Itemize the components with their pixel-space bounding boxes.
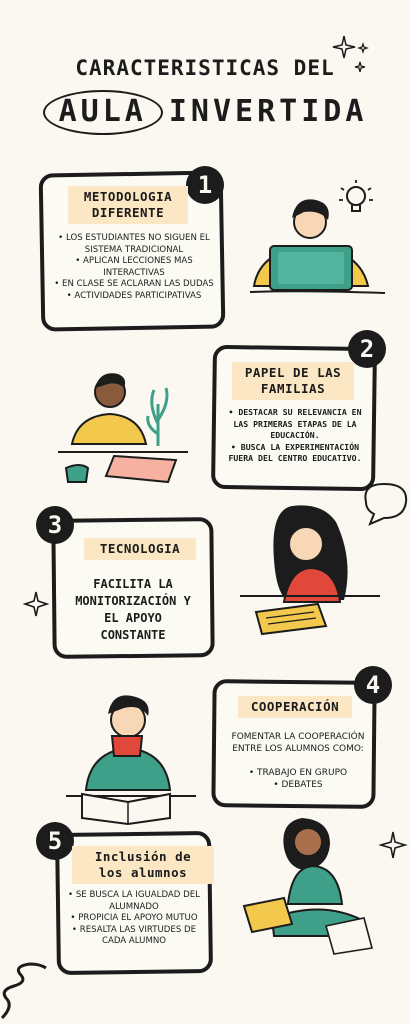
title-circled-word: AULA	[43, 90, 163, 135]
section-2-number: 2	[348, 330, 386, 368]
list-item: • APLICAN LECCIONES MAS INTERACTIVAS	[54, 256, 214, 279]
title-main	[0, 90, 410, 135]
section-1-list	[54, 233, 214, 302]
student-drawing-illustration	[58, 364, 198, 490]
section-2-heading: PAPEL DE LAS FAMILIAS	[232, 362, 354, 400]
section-1-number: 1	[186, 166, 224, 204]
list-item: • BUSCA LA EXPERIMENTACIÓN FUERA DEL CENTRO EDUCATIVO.	[222, 442, 368, 465]
section-5-number: 5	[36, 822, 74, 860]
list-item: • LOS ESTUDIANTES NO SIGUEN EL SISTEMA TRADICIONAL	[54, 233, 214, 256]
section-3-text: FACILITA LA MONITORIZACIÓN Y EL APOYO CONSTANTE	[75, 577, 191, 642]
section-1-heading: METODOLOGIA DIFERENTE	[68, 186, 188, 224]
list-item: • RESALTA LAS VIRTUDES DE CADA ALUMNO	[64, 925, 204, 948]
student-floor-laptop-illustration	[232, 808, 392, 958]
title-line1: CARACTERISTICAS DEL	[75, 56, 335, 80]
section-4-number: 4	[354, 666, 392, 704]
list-item: • PROPICIA EL APOYO MUTUO	[64, 913, 204, 925]
list-item: • SE BUSCA LA IGUALDAD DEL ALUMNADO	[64, 890, 204, 913]
list-item: • DESTACAR SU RELEVANCIA EN LAS PRIMERAS ETAPAS DE LA EDUCACIÓN.	[222, 407, 368, 442]
section-5-heading: Inclusión de los alumnos	[72, 846, 214, 884]
section-4-list	[224, 767, 372, 791]
lightbulb-icon	[336, 178, 376, 222]
list-item: • ACTIVIDADES PARTICIPATIVAS	[54, 291, 214, 303]
section-3-number: 3	[36, 506, 74, 544]
section-4-text: FOMENTAR LA COOPERACIÓN ENTRE LOS ALUMNOS COMO:	[231, 732, 365, 754]
section-2-list	[222, 407, 368, 465]
section-4-heading: COOPERACIÓN	[238, 696, 352, 718]
student-reading-illustration	[66, 690, 206, 826]
squiggle-icon	[0, 962, 50, 1020]
title-rest: INVERTIDA	[168, 94, 368, 129]
list-item: • TRABAJO EN GRUPO	[224, 767, 372, 779]
section-3-heading: TECNOLOGIA	[84, 538, 196, 560]
list-item: • EN CLASE SE ACLARAN LAS DUDAS	[54, 279, 214, 291]
student-thinking-illustration	[240, 500, 390, 636]
star-icon	[24, 592, 48, 616]
section-5-list	[64, 890, 204, 948]
list-item: • DEBATES	[224, 779, 372, 791]
